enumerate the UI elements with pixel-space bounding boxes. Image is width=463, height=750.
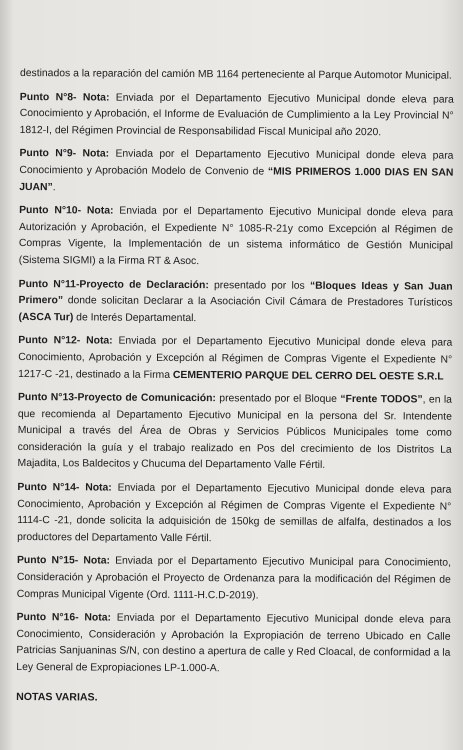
item-12-emphasis: CEMENTERIO PARQUE DEL CERRO DEL OESTE S.R.L <box>172 369 444 383</box>
item-10-text: Enviada por el Departamento Ejecutivo Municipal donde eleva para Autorización y Aprobación, el Expediente N° 1085-R-21y como Excepción al Régimen de Compras Vigente, la Implementación de un sistema informático de Gestión Municipal (Sistema SIGMI) a la Firma RT & Asoc. <box>18 205 454 268</box>
item-12-text: Enviada por el Departamento Ejecutivo Municipal donde eleva para Conocimiento, Aprobación y Excepción al Régimen de Compras Vigente el Expediente N° 1217-C -21, destinado a la Firma <box>18 335 453 381</box>
item-16-heading: Punto N°16- Nota: <box>16 612 112 624</box>
item-14-heading: Punto N°14- Nota: <box>17 482 112 494</box>
item-8-paragraph <box>20 90 454 142</box>
item-13-heading: Punto N°13-Proyecto de Comunicación: <box>17 392 216 405</box>
item-14-text: Enviada por el Departamento Ejecutivo Municipal donde eleva para Conocimiento, Aprobación y Excepción al Régimen de Compras Vigente el Expediente N° 1114-C -21, donde solicita la adquisición de 150kg de semillas de alfalfa, destinados a los productores del Departamento Valle Fértil. <box>17 482 452 545</box>
item-9-paragraph <box>19 146 453 198</box>
item-15-heading: Punto N°15- Nota: <box>16 555 110 567</box>
item-9-text: Enviada por el Departamento Ejecutivo Municipal donde eleva para Conocimiento y Aprobación Modelo de Convenio de <box>19 148 454 178</box>
item-13-emphasis: “Frente TODOS” <box>340 394 423 406</box>
item-11-paragraph <box>18 277 452 329</box>
item-10-heading: Punto N°10- Nota: <box>19 205 114 217</box>
item-12-paragraph <box>18 333 452 385</box>
item-16-text: Enviada por el Departamento Ejecutivo Municipal donde eleva para Conocimiento, Consideración y Aprobación la Expropiación de terreno Ubicado en Calle Patricias Sanjuaninas S/N, con destino a apertura de calle y Red Cloacal, de conformidad a la Ley General de Expropiaciones LP-1.000-A. <box>16 612 451 675</box>
item-11-text-1: presentado por los <box>208 279 310 292</box>
item-9-end: . <box>52 181 56 193</box>
item-9-heading: Punto N°9- Nota: <box>19 148 110 160</box>
item-15-text: Enviada por el Departamento Ejecutivo Municipal para Conocimiento, Consideración y Aprobación el Proyecto de Ordenanza para la modificación del Régimen de Compras Municipal Vigente (Ord. 1111-H.C.D-2019). <box>16 555 452 602</box>
item-11-emphasis-2: (ASCA Tur) <box>18 311 74 324</box>
item-10-paragraph <box>19 203 453 272</box>
item-14-paragraph <box>17 480 451 549</box>
notas-varias-heading: NOTAS VARIAS. <box>16 690 98 704</box>
item-15-paragraph <box>17 553 451 605</box>
item-8-text: Enviada por el Departamento Ejecutivo Municipal donde eleva para Conocimiento y Aprobación, el Informe de Evaluación de Cumplimiento a la Ley Provincial N° 1812-I, del Régimen Provincial de Responsabilidad Fiscal Municipal año 2020. <box>19 92 454 138</box>
item-12-heading: Punto N°12- Nota: <box>18 335 113 347</box>
item-13-text-2: , en la que recomienda al Departamento Ejecutivo Municipal en la persona del Sr. Intendente Municipal a través del Área de Obras y Servicios Públicos Municipales tome como consideración la guía y el trabajo realizado en Pos del crecimiento de los Distritos La Majadita, Los Baldecitos y Chucuma del Departamento Valle Fértil. <box>17 394 453 472</box>
item-11-emphasis-1: “Bloques Ideas y San Juan Primero” <box>18 280 453 307</box>
item-13-paragraph <box>18 390 452 476</box>
item-11-text-3: de Interés Departamental. <box>73 312 197 324</box>
document-body <box>16 66 454 708</box>
item-11-heading: Punto N°11-Proyecto de Declaración: <box>18 278 209 291</box>
item-11-text-2: donde solicitan Declarar a la Asociación Civil Cámara de Prestadores Turísticos <box>63 295 453 309</box>
item-8-heading: Punto N°8- Nota: <box>19 91 110 104</box>
item-16-paragraph <box>16 610 450 679</box>
item-13-text-1: presentado por el Bloque <box>215 393 341 406</box>
intro-text: destinados a la reparación del camión MB 1164 perteneciente al Parque Automotor Municipal. <box>19 67 452 82</box>
intro-paragraph <box>20 66 454 85</box>
item-9-emphasis: “MIS PRIMEROS 1.000 DIAS EN SAN JUAN” <box>19 166 454 193</box>
